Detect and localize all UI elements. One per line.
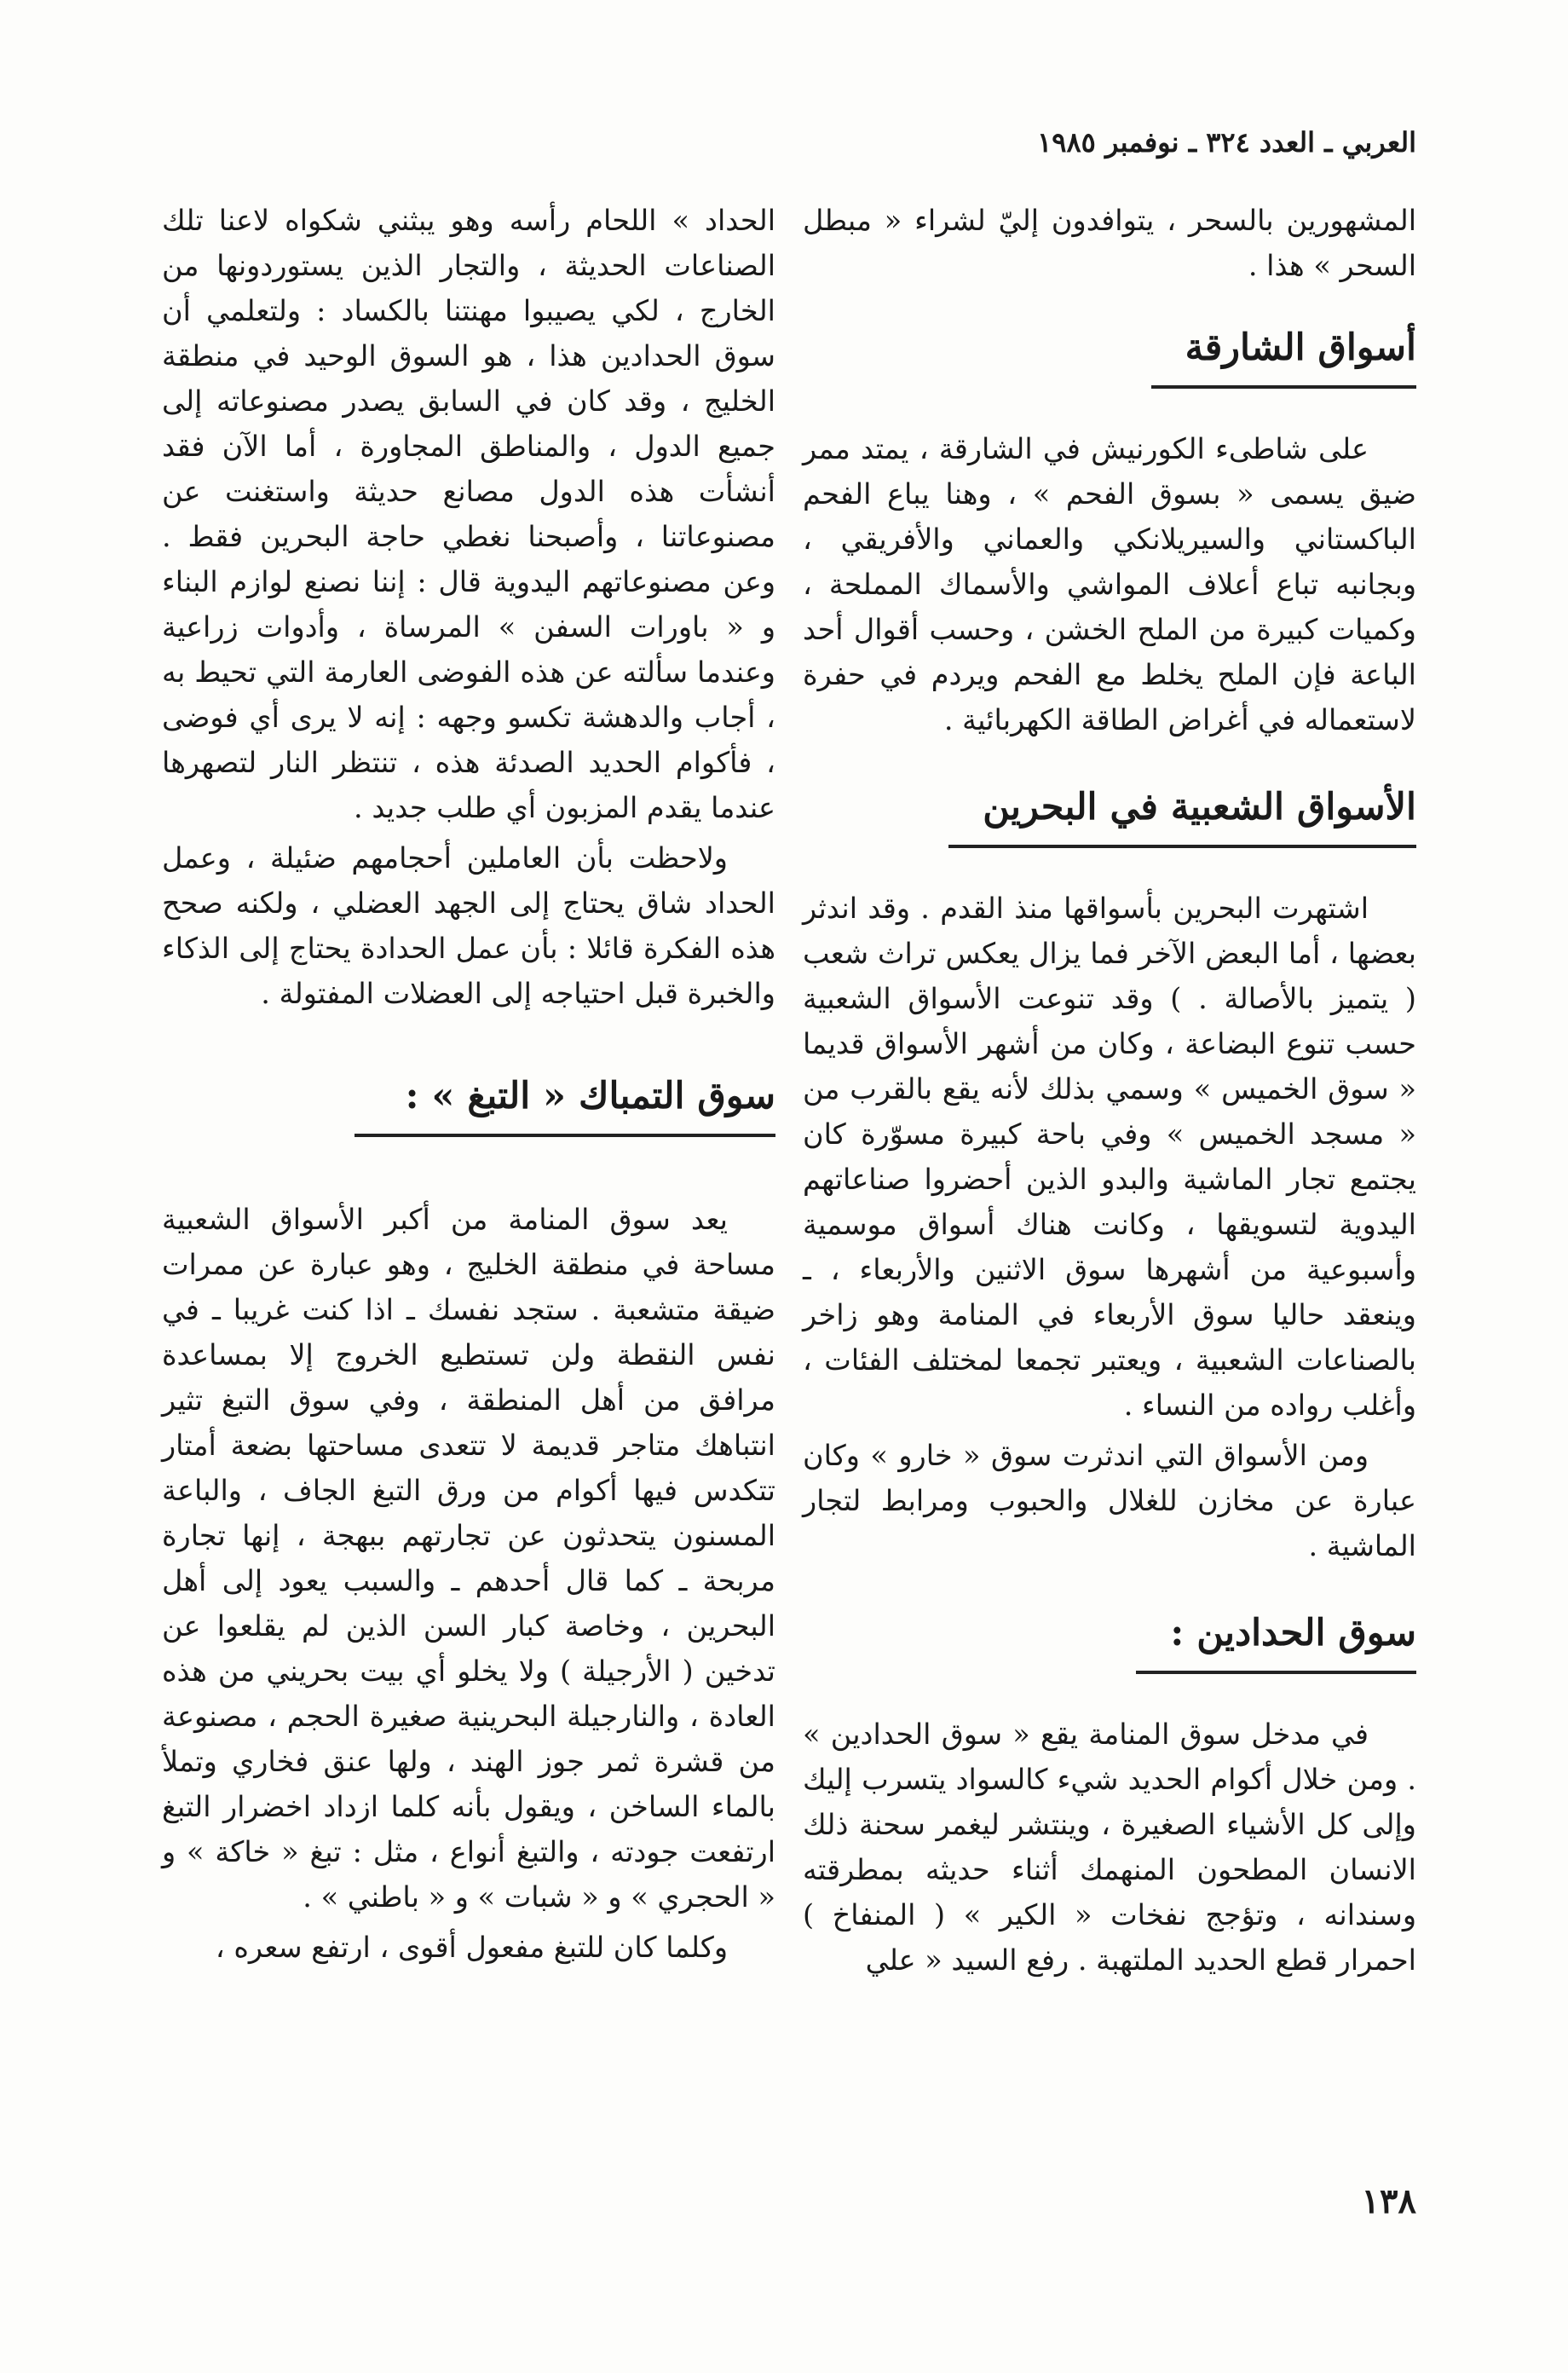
tobacco-paragraph-1: يعد سوق المنامة من أكبر الأسواق الشعبية مساحة في منطقة الخليج ، وهو عبارة عن ممرات ضيقة متشعبة . ستجد نفسك ـ اذا كنت غريبا ـ في نفس النقطة ولن تستطيع الخروج إلا بمساعدة مرافق من أهل المنطقة ، وفي سوق التبغ تثير انتباهك متاجر قديمة لا تتعدى مساحتها بضعة أمتار تتكدس فيها أكوام من ورق التبغ الجاف ، والباعة المسنون يتحدثون عن تجارتهم ببهجة ، إنها تجارة مربحة ـ كما قال أحدهم ـ والسبب يعود إلى أهل البحرين ، وخاصة كبار السن الذين لم يقلعوا عن تدخين ( الأرجيلة ) ولا يخلو أي بيت بحريني من هذه العادة ، والنارجيلة البحرينية صغيرة الحجم ، مصنوعة من قشرة ثمر جوز الهند ، ولها عنق فخاري وتملأ بالماء الساخن ، ويقول بأنه كلما ازداد اخضرار التبغ ارتفعت جودته ، والتبغ أنواع ، مثل : تبغ « خاكة » و « الحجري » و « شبات » و « باطني » . — [162, 1203, 775, 1914]
left-column — [162, 198, 775, 1975]
blacksmiths-continued-paragraph: الحداد » اللحام رأسه وهو يبثني شكواه لاعنا تلك الصناعات الحديثة ، والتجار الذين يستوردونها من الخارج ، لكي يصيبوا مهنتنا بالكساد : ولتعلمي أن سوق الحدادين هذا ، هو السوق الوحيد في منطقة الخليج ، وقد كان في السابق يصدر مصنوعاته إلى جميع الدول ، والمناطق المجاورة ، أما الآن فقد أنشأت هذه الدول مصانع حديثة واستغنت عن مصنوعاتنا ، وأصبحنا نغطي حاجة البحرين فقط . وعن مصنوعاتهم اليدوية قال : إننا نصنع لوازم البناء و « باورات السفن » المرساة ، وأدوات زراعية وعندما سألته عن هذه الفوضى العارمة التي تحيط به ، أجاب والدهشة تكسو وجهه : إنه لا يرى أي فوضى ، فأكوام الحديد الصدئة هذه ، تنتظر النار لتصهرها عندما يقدم المزبون أي طلب جديد . — [162, 204, 775, 824]
blacksmiths-section-title: سوق الحدادين : — [1136, 1608, 1416, 1674]
intro-paragraph: المشهورين بالسحر ، يتوافدون إليّ لشراء « مبطل السحر » هذا . — [803, 204, 1416, 282]
blacksmiths-paragraph: في مدخل سوق المنامة يقع « سوق الحدادين » . ومن خلال أكوام الحديد شيء كالسواد يتسرب إليك وإلى كل الأشياء الصغيرة ، وينتشر ليغمر سحنة ذلك الانسان المطحون المنهمك أثناء حديثه بمطرقته وسندانه ، وتؤجج نفخات « الكير » ( المنفاخ ) احمرار قطع الحديد الملتهبة . رفع السيد « علي — [803, 1718, 1416, 1977]
page-number: ١٣٨ — [1361, 2181, 1416, 2221]
bahrain-paragraph-2: ومن الأسواق التي اندثرت سوق « خارو » وكان عبارة عن مخازن للغلال والحبوب ومرابط لتجار الماشية . — [803, 1439, 1416, 1562]
right-column — [803, 198, 1416, 1988]
bahrain-section-title: الأسواق الشعبية في البحرين — [948, 782, 1416, 848]
tobacco-paragraph-2: وكلما كان للتبغ مفعول أقوى ، ارتفع سعره ، — [215, 1931, 728, 1964]
blacksmiths-paragraph-2: ولاحظت بأن العاملين أحجامهم ضئيلة ، وعمل الحداد شاق يحتاج إلى الجهد العضلي ، ولكنه صحح هذه الفكرة قائلا : بأن عمل الحدادة يحتاج إلى الذكاء والخبرة قبل احتياجه إلى العضلات المفتولة . — [162, 841, 775, 1010]
tobacco-section-title: سوق التمباك « التبغ » : — [355, 1071, 775, 1137]
bahrain-paragraph-1: اشتهرت البحرين بأسواقها منذ القدم . وقد اندثر بعضها ، أما البعض الآخر فما يزال يعكس تراث شعب ( يتميز بالأصالة . ) وقد تنوعت الأسواق الشعبية حسب تنوع البضاعة ، وكان من أشهر الأسواق قديما « سوق الخميس » وسمي بذلك لأنه يقع بالقرب من « مسجد الخميس » وفي باحة كبيرة مسوّرة كان يجتمع تجار الماشية والبدو الذين أحضروا صناعاتهم اليدوية لتسويقها ، وكانت هناك أسواق موسمية وأسبوعية من أشهرها سوق الاثنين والأربعاء ، ـ وينعقد حاليا سوق الأربعاء في المنامة وهو زاخر بالصناعات الشعبية ، ويعتبر تجمعا لمختلف الفئات ، وأغلب رواده من النساء . — [803, 892, 1416, 1422]
sharjah-paragraph: على شاطىء الكورنيش في الشارقة ، يمتد ممر ضيق يسمى « بسوق الفحم » ، وهنا يباع الفحم الباكستاني والسيريلانكي والعماني والأفريقي ، وبجانبه تباع أعلاف المواشي والأسماك المملحة ، وكميات كبيرة من الملح الخشن ، وحسب أقوال أحد الباعة فإن الملح يخلط مع الفحم ويردم في حفرة لاستعماله في أغراض الطاقة الكهربائية . — [803, 432, 1416, 736]
sharjah-section-title: أسواق الشارقة — [1151, 322, 1416, 389]
running-header: العربي ـ العدد ٣٢٤ ـ نوفمبر ١٩٨٥ — [1037, 126, 1416, 159]
